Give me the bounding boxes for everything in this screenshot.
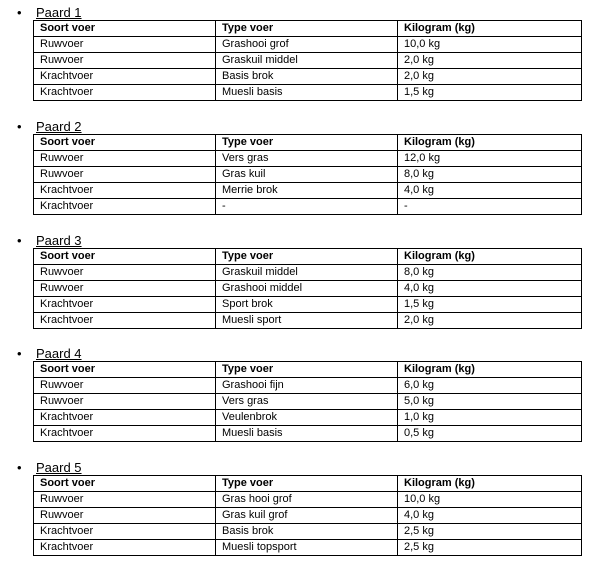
table-cell: 8,0 kg	[398, 265, 582, 281]
table-cell: Krachtvoer	[34, 183, 216, 199]
table-cell: Muesli sport	[216, 313, 398, 329]
table-cell: Muesli basis	[216, 85, 398, 101]
section-title: Paard 1	[36, 5, 82, 20]
table-row	[34, 524, 582, 540]
column-header: Type voer	[216, 476, 398, 492]
section-title: Paard 2	[36, 119, 82, 134]
table-row	[34, 540, 582, 556]
table-cell: -	[216, 199, 398, 215]
table-cell: Ruwvoer	[34, 492, 216, 508]
bullet-icon: •	[17, 119, 22, 134]
table-row	[34, 265, 582, 281]
table-cell: Muesli basis	[216, 426, 398, 442]
table-row	[34, 297, 582, 313]
table-row	[34, 426, 582, 442]
table-cell: Ruwvoer	[34, 53, 216, 69]
table-cell: Grashooi grof	[216, 37, 398, 53]
table-cell: Ruwvoer	[34, 151, 216, 167]
table-cell: Ruwvoer	[34, 508, 216, 524]
table-header-row	[34, 135, 582, 151]
column-header: Soort voer	[34, 476, 216, 492]
table-row	[34, 69, 582, 85]
table-cell: Gras kuil grof	[216, 508, 398, 524]
table-cell: Krachtvoer	[34, 69, 216, 85]
table-cell: Ruwvoer	[34, 394, 216, 410]
table-cell: Grashooi middel	[216, 281, 398, 297]
table-header-row	[34, 21, 582, 37]
table-cell: Ruwvoer	[34, 167, 216, 183]
table-row	[34, 508, 582, 524]
column-header: Kilogram (kg)	[398, 249, 582, 265]
column-header: Soort voer	[34, 135, 216, 151]
table-cell: 0,5 kg	[398, 426, 582, 442]
table-cell: 8,0 kg	[398, 167, 582, 183]
feed-table	[33, 134, 582, 215]
table-header-row	[34, 362, 582, 378]
table-cell: Ruwvoer	[34, 265, 216, 281]
feed-table	[33, 475, 582, 556]
table-row	[34, 199, 582, 215]
table-cell: 4,0 kg	[398, 281, 582, 297]
table-cell: 5,0 kg	[398, 394, 582, 410]
table-cell: Graskuil middel	[216, 53, 398, 69]
table-cell: 4,0 kg	[398, 183, 582, 199]
column-header: Type voer	[216, 362, 398, 378]
table-cell: Krachtvoer	[34, 410, 216, 426]
table-header-row	[34, 249, 582, 265]
table-cell: Gras kuil	[216, 167, 398, 183]
table-row	[34, 151, 582, 167]
table-cell: 2,0 kg	[398, 69, 582, 85]
table-cell: 10,0 kg	[398, 492, 582, 508]
table-cell: Krachtvoer	[34, 297, 216, 313]
table-cell: 1,5 kg	[398, 297, 582, 313]
table-cell: Merrie brok	[216, 183, 398, 199]
table-row	[34, 167, 582, 183]
table-row	[34, 53, 582, 69]
column-header: Type voer	[216, 249, 398, 265]
table-cell: Basis brok	[216, 524, 398, 540]
table-cell: 10,0 kg	[398, 37, 582, 53]
table-cell: Krachtvoer	[34, 524, 216, 540]
table-cell: Krachtvoer	[34, 426, 216, 442]
section-title: Paard 4	[36, 346, 82, 361]
table-row	[34, 492, 582, 508]
table-cell: 12,0 kg	[398, 151, 582, 167]
table-cell: Basis brok	[216, 69, 398, 85]
table-header-row	[34, 476, 582, 492]
column-header: Soort voer	[34, 21, 216, 37]
section-title: Paard 5	[36, 460, 82, 475]
column-header: Kilogram (kg)	[398, 476, 582, 492]
table-cell: Vers gras	[216, 394, 398, 410]
table-cell: 2,5 kg	[398, 524, 582, 540]
table-cell: 2,5 kg	[398, 540, 582, 556]
table-cell: Ruwvoer	[34, 37, 216, 53]
table-cell: Muesli topsport	[216, 540, 398, 556]
table-cell: Sport brok	[216, 297, 398, 313]
bullet-icon: •	[17, 460, 22, 475]
bullet-icon: •	[17, 346, 22, 361]
table-cell: Veulenbrok	[216, 410, 398, 426]
section-title: Paard 3	[36, 233, 82, 248]
table-row	[34, 37, 582, 53]
table-cell: Ruwvoer	[34, 378, 216, 394]
table-row	[34, 313, 582, 329]
feed-table	[33, 361, 582, 442]
table-row	[34, 410, 582, 426]
column-header: Soort voer	[34, 249, 216, 265]
table-cell: Gras hooi grof	[216, 492, 398, 508]
table-cell: Krachtvoer	[34, 313, 216, 329]
column-header: Soort voer	[34, 362, 216, 378]
feed-table	[33, 248, 582, 329]
table-cell: 4,0 kg	[398, 508, 582, 524]
table-cell: Krachtvoer	[34, 199, 216, 215]
table-row	[34, 378, 582, 394]
table-cell: 1,0 kg	[398, 410, 582, 426]
column-header: Type voer	[216, 21, 398, 37]
column-header: Kilogram (kg)	[398, 362, 582, 378]
table-row	[34, 394, 582, 410]
table-cell: 6,0 kg	[398, 378, 582, 394]
bullet-icon: •	[17, 5, 22, 20]
table-cell: 2,0 kg	[398, 53, 582, 69]
table-cell: Krachtvoer	[34, 540, 216, 556]
table-cell: Ruwvoer	[34, 281, 216, 297]
bullet-icon: •	[17, 233, 22, 248]
table-cell: Vers gras	[216, 151, 398, 167]
table-cell: -	[398, 199, 582, 215]
column-header: Kilogram (kg)	[398, 135, 582, 151]
table-cell: Graskuil middel	[216, 265, 398, 281]
table-row	[34, 281, 582, 297]
table-cell: Krachtvoer	[34, 85, 216, 101]
column-header: Kilogram (kg)	[398, 21, 582, 37]
table-row	[34, 85, 582, 101]
table-row	[34, 183, 582, 199]
column-header: Type voer	[216, 135, 398, 151]
feed-table	[33, 20, 582, 101]
table-cell: 2,0 kg	[398, 313, 582, 329]
table-cell: 1,5 kg	[398, 85, 582, 101]
table-cell: Grashooi fijn	[216, 378, 398, 394]
